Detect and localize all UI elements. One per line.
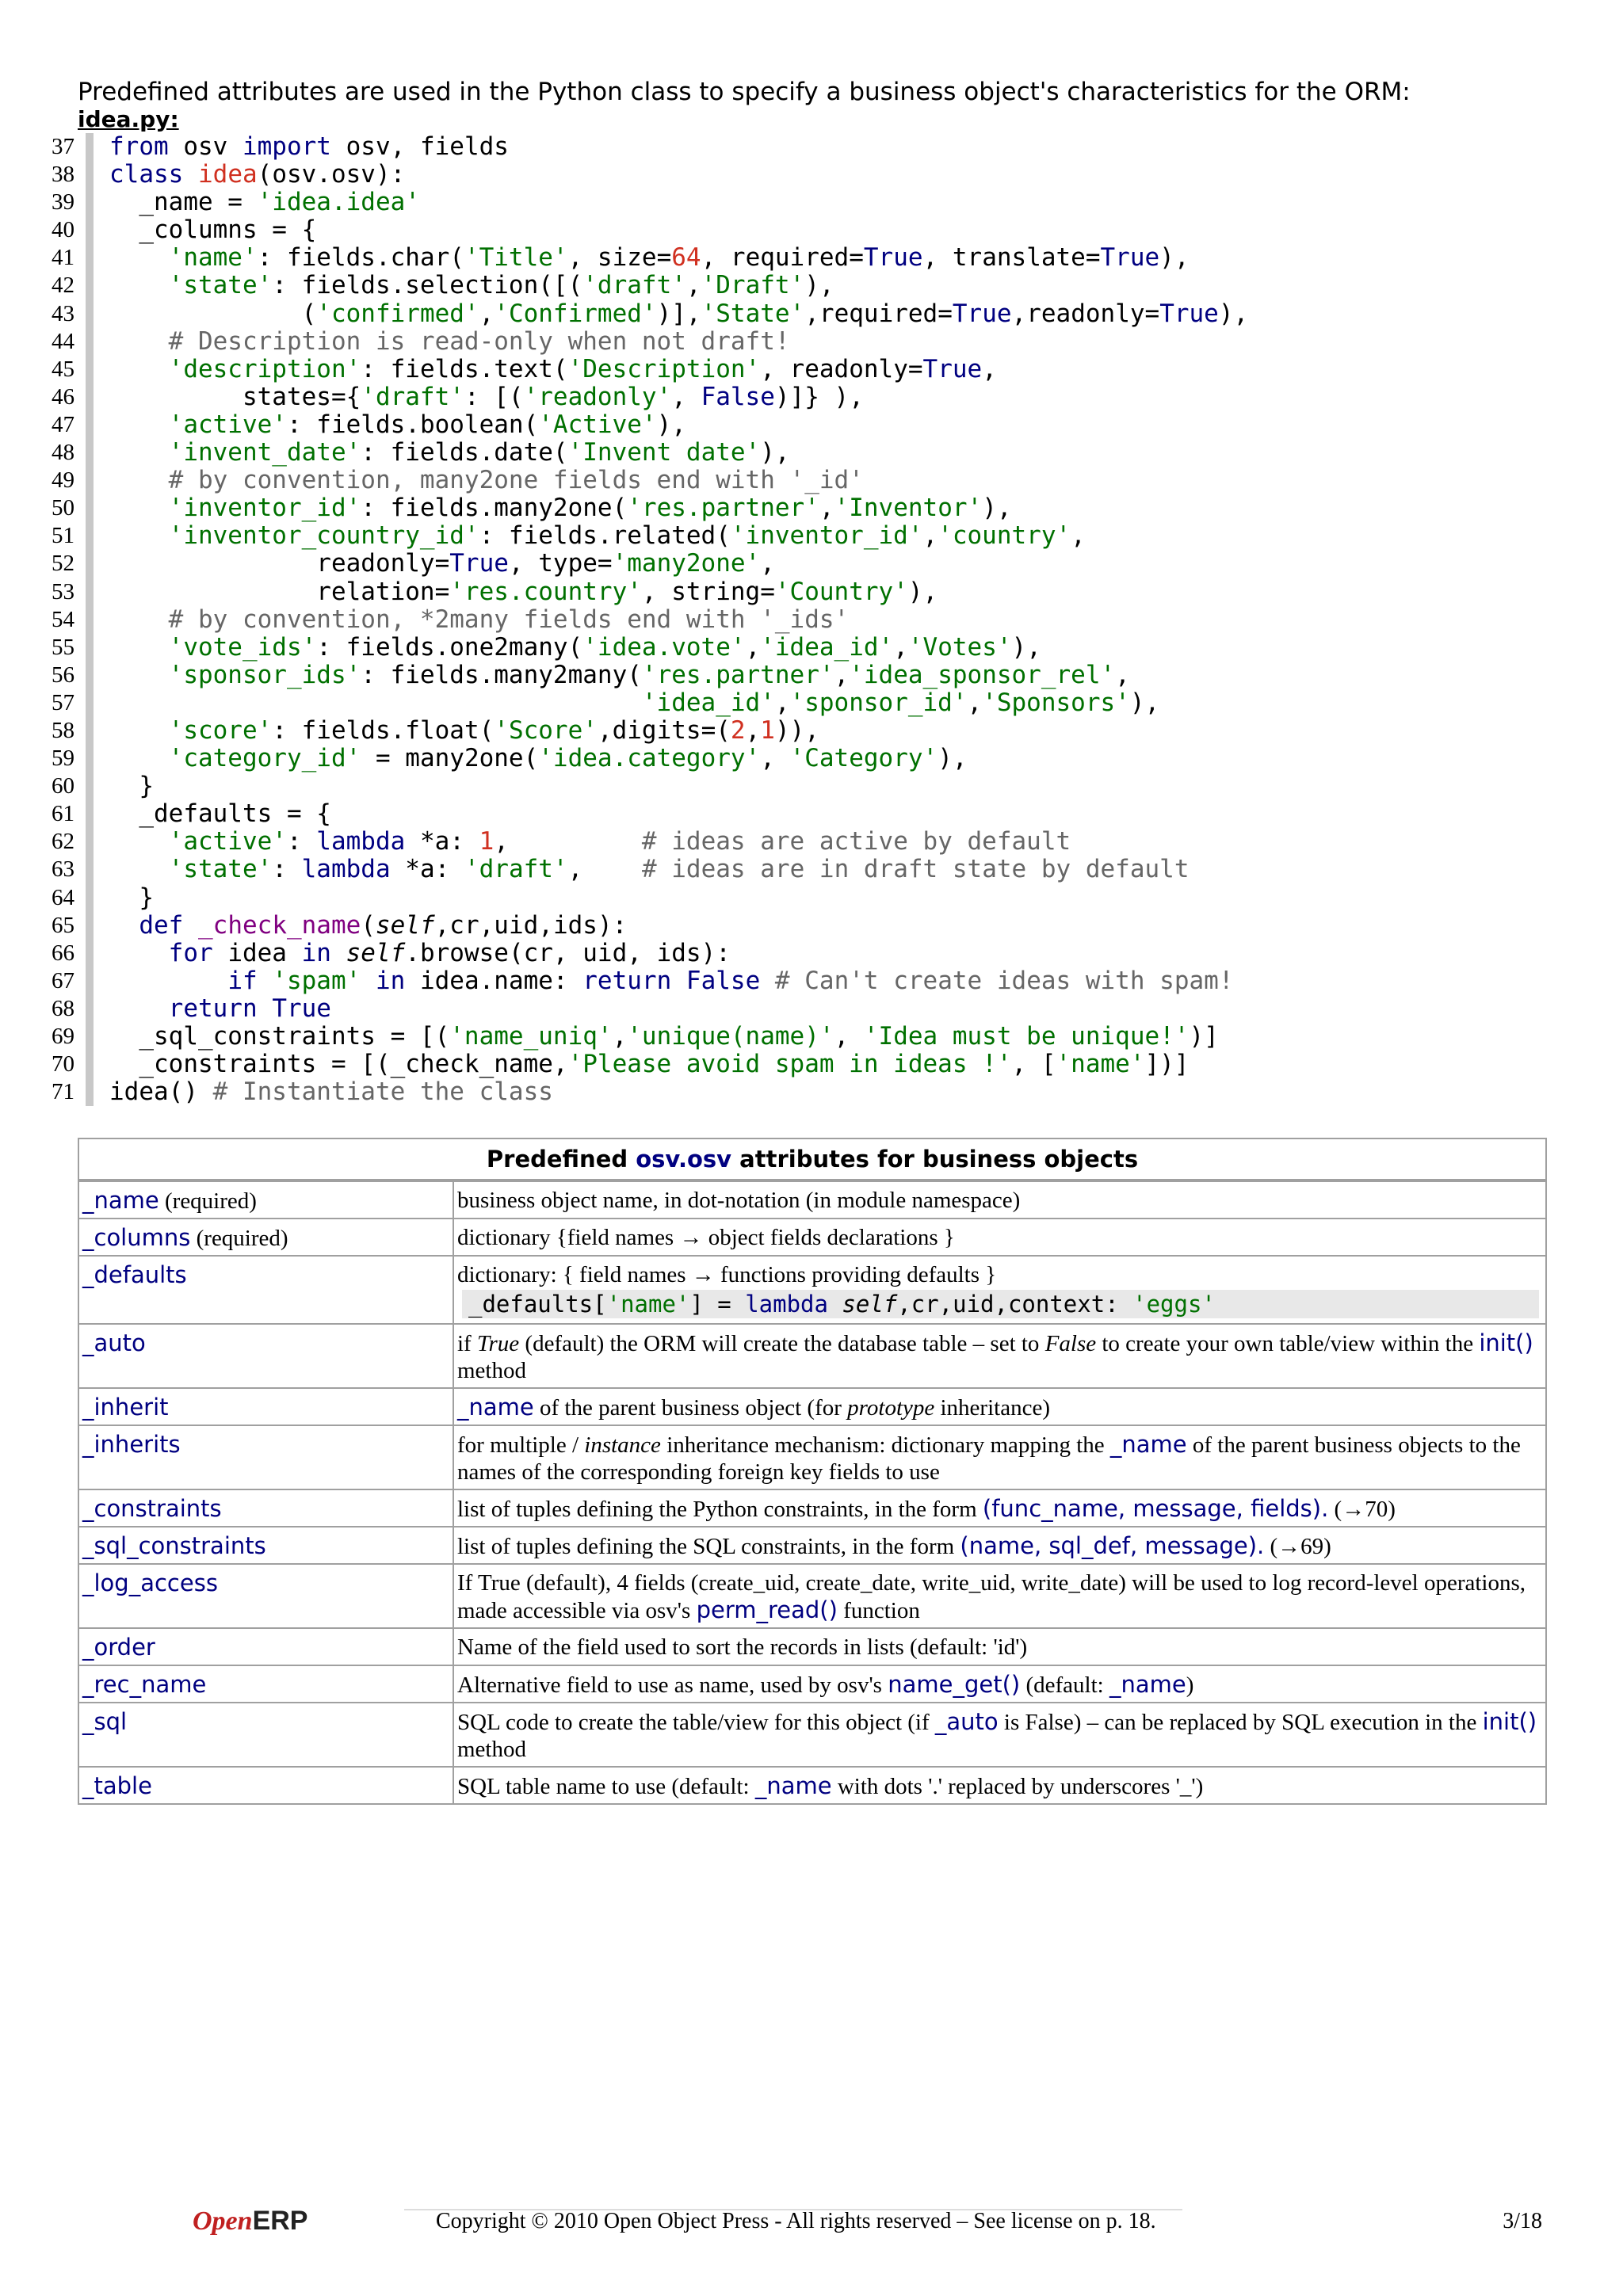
code-line bbox=[46, 745, 1552, 772]
line-number: 63 bbox=[52, 856, 74, 883]
code-line bbox=[46, 161, 1552, 189]
table-row bbox=[78, 1425, 1546, 1489]
attribute-name-cell bbox=[78, 1665, 453, 1703]
gutter-bar bbox=[86, 216, 94, 244]
line-number: 64 bbox=[52, 884, 74, 910]
gutter-bar bbox=[86, 856, 94, 883]
gutter-bar bbox=[86, 300, 94, 328]
line-number: 42 bbox=[52, 273, 74, 299]
attribute-name: _sql_constraints bbox=[82, 1532, 266, 1559]
code-text: class idea(osv.osv): bbox=[109, 160, 406, 189]
description-text: is False) – can be replaced by SQL execution in the bbox=[998, 1710, 1483, 1735]
intro-text: Predefined attributes are used in the Python class to specify a business object's characteristics for the ORM: bbox=[78, 78, 1411, 106]
line-number: 49 bbox=[52, 467, 74, 494]
code-line bbox=[46, 967, 1552, 995]
line-number: 71 bbox=[52, 1079, 74, 1105]
line-number: 44 bbox=[52, 328, 74, 354]
code-text: _sql_constraints = [('name_uniq','unique(name)', 'Idea must be unique!')] bbox=[109, 1022, 1219, 1051]
code-line bbox=[46, 717, 1552, 745]
table-row bbox=[78, 1256, 1546, 1324]
attribute-name: _constraints bbox=[82, 1495, 222, 1522]
code-text: } bbox=[109, 772, 154, 801]
code-line bbox=[46, 272, 1552, 299]
line-number: 68 bbox=[52, 995, 74, 1021]
code-line bbox=[46, 133, 1552, 161]
gutter-bar bbox=[86, 745, 94, 772]
attribute-description-cell bbox=[453, 1180, 1546, 1219]
description-text: init() bbox=[1479, 1329, 1533, 1356]
description-text: name_get() bbox=[888, 1671, 1021, 1698]
code-text: # by convention, *2many fields end with '_ids' bbox=[168, 605, 850, 634]
code-line bbox=[46, 494, 1552, 522]
gutter-bar bbox=[86, 772, 94, 800]
line-number: 47 bbox=[52, 411, 74, 437]
attribute-description-cell bbox=[453, 1256, 1546, 1324]
line-number: 59 bbox=[52, 746, 74, 772]
line-number: 69 bbox=[52, 1024, 74, 1049]
description-text: False bbox=[1044, 1331, 1097, 1356]
attribute-name: _name bbox=[82, 1187, 159, 1214]
description-text: dictionary {field names → object fields declarations } bbox=[457, 1225, 955, 1250]
openerp-logo: OpenERP bbox=[193, 2206, 308, 2236]
line-number: 67 bbox=[52, 967, 74, 994]
gutter-bar bbox=[86, 439, 94, 467]
description-text: _name bbox=[754, 1772, 832, 1799]
code-line bbox=[46, 940, 1552, 967]
description-text: (→70) bbox=[1328, 1497, 1396, 1522]
attribute-name-cell bbox=[78, 1628, 453, 1665]
code-text: states={'draft': [('readonly', False)]} ), bbox=[109, 382, 864, 411]
gutter-bar bbox=[86, 356, 94, 383]
attribute-name: _defaults bbox=[82, 1261, 187, 1288]
gutter-bar bbox=[86, 940, 94, 967]
description-text: method bbox=[457, 1737, 526, 1762]
code-line bbox=[46, 356, 1552, 383]
description-text: ) bbox=[1186, 1672, 1194, 1698]
table-title-class: osv.osv bbox=[636, 1146, 732, 1173]
code-line bbox=[46, 578, 1552, 606]
code-text: for idea in self.browse(cr, uid, ids): bbox=[168, 938, 731, 967]
description-text: inheritance) bbox=[934, 1395, 1050, 1421]
description-text: perm_read() bbox=[696, 1596, 838, 1623]
code-line bbox=[46, 912, 1552, 940]
line-number: 46 bbox=[52, 383, 74, 410]
attribute-name: _sql bbox=[82, 1708, 128, 1735]
attribute-description-cell bbox=[453, 1665, 1546, 1703]
line-number: 37 bbox=[52, 134, 74, 159]
attribute-name: _log_access bbox=[82, 1569, 218, 1596]
attribute-name: _table bbox=[82, 1772, 152, 1799]
code-line bbox=[46, 1051, 1552, 1078]
code-line bbox=[46, 828, 1552, 856]
gutter-bar bbox=[86, 689, 94, 717]
description-text: inheritance mechanism: dictionary mapping the bbox=[660, 1432, 1110, 1458]
line-number: 53 bbox=[52, 578, 74, 605]
attribute-description-cell bbox=[453, 1219, 1546, 1256]
description-text: instance bbox=[584, 1432, 661, 1458]
gutter-bar bbox=[86, 467, 94, 494]
code-text: from osv import osv, fields bbox=[109, 132, 509, 161]
code-line bbox=[46, 439, 1552, 467]
attribute-name-cell bbox=[78, 1256, 453, 1324]
description-text: _auto bbox=[934, 1708, 999, 1735]
gutter-bar bbox=[86, 800, 94, 828]
gutter-bar bbox=[86, 189, 94, 216]
table-row bbox=[78, 1665, 1546, 1703]
attribute-description-cell bbox=[453, 1527, 1546, 1564]
description-text: list of tuples defining the Python constraints, in the form bbox=[457, 1497, 983, 1522]
gutter-bar bbox=[86, 328, 94, 356]
code-line bbox=[46, 550, 1552, 578]
gutter-bar bbox=[86, 411, 94, 439]
line-number: 61 bbox=[52, 801, 74, 827]
table-row bbox=[78, 1388, 1546, 1425]
gutter-bar bbox=[86, 828, 94, 856]
line-number: 48 bbox=[52, 440, 74, 466]
code-text: 'active': fields.boolean('Active'), bbox=[168, 410, 686, 439]
gutter-bar bbox=[86, 1078, 94, 1106]
description-text: of the parent business object (for bbox=[533, 1395, 848, 1421]
gutter-bar bbox=[86, 1051, 94, 1078]
attribute-name: _inherits bbox=[82, 1431, 181, 1458]
code-line bbox=[46, 411, 1552, 439]
code-line bbox=[46, 662, 1552, 689]
code-text: _defaults = { bbox=[109, 799, 331, 829]
description-text: of the parent business objects to the names of the corresponding foreign key fields to use bbox=[457, 1432, 1521, 1485]
description-text: to create your own table/view within the bbox=[1096, 1331, 1480, 1356]
gutter-bar bbox=[86, 717, 94, 745]
attribute-name-cell bbox=[78, 1564, 453, 1628]
line-number: 56 bbox=[52, 662, 74, 688]
attribute-description-cell bbox=[453, 1767, 1546, 1804]
table-row bbox=[78, 1219, 1546, 1256]
code-example: _defaults['name'] = lambda self,cr,uid,context: 'eggs' bbox=[462, 1290, 1539, 1318]
code-line bbox=[46, 383, 1552, 411]
code-line bbox=[46, 189, 1552, 216]
gutter-bar bbox=[86, 522, 94, 550]
attribute-description-cell bbox=[453, 1425, 1546, 1489]
code-text: return True bbox=[168, 994, 331, 1023]
description-text: method bbox=[457, 1358, 526, 1383]
table-row bbox=[78, 1527, 1546, 1564]
code-line bbox=[46, 522, 1552, 550]
attribute-name: _inherit bbox=[82, 1394, 169, 1421]
attribute-name-cell bbox=[78, 1388, 453, 1425]
line-number: 62 bbox=[52, 829, 74, 855]
code-text: 'state': lambda *a: 'draft', # ideas are in draft state by default bbox=[168, 855, 1190, 884]
gutter-bar bbox=[86, 634, 94, 662]
code-text: relation='res.country', string='Country'), bbox=[109, 577, 938, 606]
code-text: # by convention, many2one fields end with '_id' bbox=[168, 466, 864, 495]
attributes-table bbox=[78, 1138, 1547, 1805]
description-text: prototype bbox=[847, 1395, 935, 1421]
attribute-name-cell bbox=[78, 1527, 453, 1564]
code-line bbox=[46, 1023, 1552, 1051]
attribute-description-cell bbox=[453, 1324, 1546, 1388]
attribute-name-cell bbox=[78, 1489, 453, 1527]
line-number: 40 bbox=[52, 217, 74, 243]
description-text: (name, sql_def, message). bbox=[960, 1532, 1265, 1559]
code-text: _constraints = [(_check_name,'Please avoid spam in ideas !', ['name'])] bbox=[109, 1050, 1190, 1079]
table-row bbox=[78, 1564, 1546, 1628]
table-title: Predefined osv.osv attributes for business objects bbox=[78, 1138, 1546, 1180]
code-line bbox=[46, 467, 1552, 494]
description-text: (default) the ORM will create the database table – set to bbox=[519, 1331, 1045, 1356]
description-text: SQL code to create the table/view for this object (if bbox=[457, 1710, 935, 1735]
attribute-name-cell bbox=[78, 1425, 453, 1489]
description-text: _name bbox=[1109, 1431, 1187, 1458]
code-line bbox=[46, 772, 1552, 800]
description-text: dictionary: { field names → functions providing defaults } bbox=[457, 1262, 997, 1287]
code-text: 'inventor_country_id': fields.related('inventor_id','country', bbox=[168, 521, 1086, 551]
gutter-bar bbox=[86, 884, 94, 912]
description-text: init() bbox=[1482, 1708, 1537, 1735]
description-text: SQL table name to use (default: bbox=[457, 1774, 755, 1799]
table-row bbox=[78, 1489, 1546, 1527]
gutter-bar bbox=[86, 578, 94, 606]
attribute-name-cell bbox=[78, 1324, 453, 1388]
description-text: If True (default), 4 fields (create_uid, create_date, write_uid, write_date) will be used to log record-level operations, made accessible via osv's bbox=[457, 1570, 1526, 1623]
line-number: 41 bbox=[52, 245, 74, 271]
code-text: 'invent_date': fields.date('Invent date'), bbox=[168, 438, 790, 467]
description-text: with dots '.' replaced by underscores '_') bbox=[831, 1774, 1204, 1799]
code-line bbox=[46, 800, 1552, 828]
gutter-bar bbox=[86, 550, 94, 578]
code-text: if 'spam' in idea.name: return False # Can't create ideas with spam! bbox=[227, 966, 1234, 995]
line-number: 39 bbox=[52, 189, 74, 215]
attribute-note: (required) bbox=[158, 1188, 257, 1214]
line-number: 60 bbox=[52, 773, 74, 799]
line-number: 65 bbox=[52, 912, 74, 938]
table-row bbox=[78, 1324, 1546, 1388]
code-text: 'category_id' = many2one('idea.category', 'Category'), bbox=[168, 744, 968, 773]
attribute-name: _rec_name bbox=[82, 1671, 207, 1698]
attribute-name-cell bbox=[78, 1703, 453, 1767]
line-number: 57 bbox=[52, 689, 74, 715]
description-text: business object name, in dot-notation (in module namespace) bbox=[457, 1188, 1021, 1213]
attribute-name: _columns bbox=[82, 1224, 191, 1251]
code-line bbox=[46, 328, 1552, 356]
line-number: 43 bbox=[52, 300, 74, 326]
attribute-description-cell bbox=[453, 1628, 1546, 1665]
attribute-note: (required) bbox=[190, 1226, 288, 1251]
gutter-bar bbox=[86, 995, 94, 1023]
line-number: 54 bbox=[52, 606, 74, 632]
table-header-row bbox=[78, 1138, 1546, 1180]
gutter-bar bbox=[86, 133, 94, 161]
line-number: 55 bbox=[52, 634, 74, 660]
code-text: # Description is read-only when not draft! bbox=[168, 326, 790, 356]
code-line bbox=[46, 634, 1552, 662]
code-line bbox=[46, 856, 1552, 883]
line-number: 45 bbox=[52, 356, 74, 382]
table-row bbox=[78, 1703, 1546, 1767]
code-text: 'state': fields.selection([('draft','Draft'), bbox=[168, 271, 834, 300]
line-number: 38 bbox=[52, 162, 74, 188]
description-text: for multiple / bbox=[457, 1432, 585, 1458]
line-number: 52 bbox=[52, 551, 74, 577]
filename-label: idea.py: bbox=[78, 106, 179, 132]
line-number: 50 bbox=[52, 495, 74, 521]
gutter-bar bbox=[86, 1023, 94, 1051]
code-line bbox=[46, 884, 1552, 912]
gutter-bar bbox=[86, 383, 94, 411]
description-text: list of tuples defining the SQL constraints, in the form bbox=[457, 1534, 960, 1559]
description-text: (default: bbox=[1020, 1672, 1109, 1698]
gutter-bar bbox=[86, 494, 94, 522]
description-text: function bbox=[837, 1598, 920, 1623]
description-text: _name bbox=[1109, 1671, 1186, 1698]
attribute-name-cell bbox=[78, 1767, 453, 1804]
gutter-bar bbox=[86, 967, 94, 995]
gutter-bar bbox=[86, 272, 94, 299]
table-row bbox=[78, 1180, 1546, 1219]
gutter-bar bbox=[86, 912, 94, 940]
attribute-description-cell bbox=[453, 1388, 1546, 1425]
attribute-name-cell bbox=[78, 1219, 453, 1256]
gutter-bar bbox=[86, 606, 94, 634]
code-text: readonly=True, type='many2one', bbox=[109, 549, 775, 578]
code-text: } bbox=[109, 883, 154, 912]
line-number: 66 bbox=[52, 940, 74, 966]
gutter-bar bbox=[86, 662, 94, 689]
line-number: 51 bbox=[52, 523, 74, 549]
code-text: 'description': fields.text('Description', readonly=True, bbox=[168, 354, 997, 383]
code-text: 'name': fields.char('Title', size=64, required=True, translate=True), bbox=[168, 243, 1190, 273]
code-text: 'sponsor_ids': fields.many2many('res.partner','idea_sponsor_rel', bbox=[168, 660, 1130, 689]
code-line bbox=[46, 689, 1552, 717]
code-line bbox=[46, 244, 1552, 272]
attribute-name: _order bbox=[82, 1634, 155, 1661]
gutter-bar bbox=[86, 244, 94, 272]
attribute-description-cell bbox=[453, 1564, 1546, 1628]
code-line bbox=[46, 216, 1552, 244]
description-text: Alternative field to use as name, used by osv's bbox=[457, 1672, 888, 1698]
code-text: 'vote_ids': fields.one2many('idea.vote','idea_id','Votes'), bbox=[168, 632, 1041, 662]
code-text: _name = 'idea.idea' bbox=[109, 188, 420, 217]
description-text: (→69) bbox=[1264, 1534, 1331, 1559]
code-text: 'idea_id','sponsor_id','Sponsors'), bbox=[641, 688, 1160, 717]
code-text: 'inventor_id': fields.many2one('res.partner','Inventor'), bbox=[168, 494, 1012, 523]
description-text: True bbox=[476, 1331, 520, 1356]
code-line bbox=[46, 1078, 1552, 1106]
table-row bbox=[78, 1767, 1546, 1804]
description-text: if bbox=[457, 1331, 477, 1356]
code-text: ('confirmed','Confirmed')],'State',required=True,readonly=True), bbox=[109, 299, 1249, 328]
attribute-name-cell bbox=[78, 1180, 453, 1219]
code-text: 'score': fields.float('Score',digits=(2,1)), bbox=[168, 715, 819, 745]
code-line bbox=[46, 606, 1552, 634]
attribute-description-cell bbox=[453, 1703, 1546, 1767]
attribute-name: _auto bbox=[82, 1329, 146, 1356]
line-number: 58 bbox=[52, 717, 74, 743]
code-text: 'active': lambda *a: 1, # ideas are active by default bbox=[168, 827, 1071, 856]
code-text: def _check_name(self,cr,uid,ids): bbox=[139, 910, 628, 940]
code-text: _columns = { bbox=[109, 215, 317, 245]
description-text: _name bbox=[457, 1394, 534, 1421]
line-number: 70 bbox=[52, 1051, 74, 1077]
code-line bbox=[46, 995, 1552, 1023]
code-line bbox=[46, 300, 1552, 328]
table-row bbox=[78, 1628, 1546, 1665]
copyright-notice: Copyright © 2010 Open Object Press - All rights reserved – See license on p. 18. bbox=[436, 2209, 1156, 2233]
code-text: idea() # Instantiate the class bbox=[109, 1077, 553, 1107]
description-text: (func_name, message, fields). bbox=[982, 1495, 1329, 1522]
code-listing bbox=[46, 133, 1552, 1106]
attribute-description-cell bbox=[453, 1489, 1546, 1527]
gutter-bar bbox=[86, 161, 94, 189]
description-text: Name of the field used to sort the records in lists (default: 'id') bbox=[457, 1634, 1028, 1660]
page-number: 3/18 bbox=[1503, 2209, 1542, 2233]
